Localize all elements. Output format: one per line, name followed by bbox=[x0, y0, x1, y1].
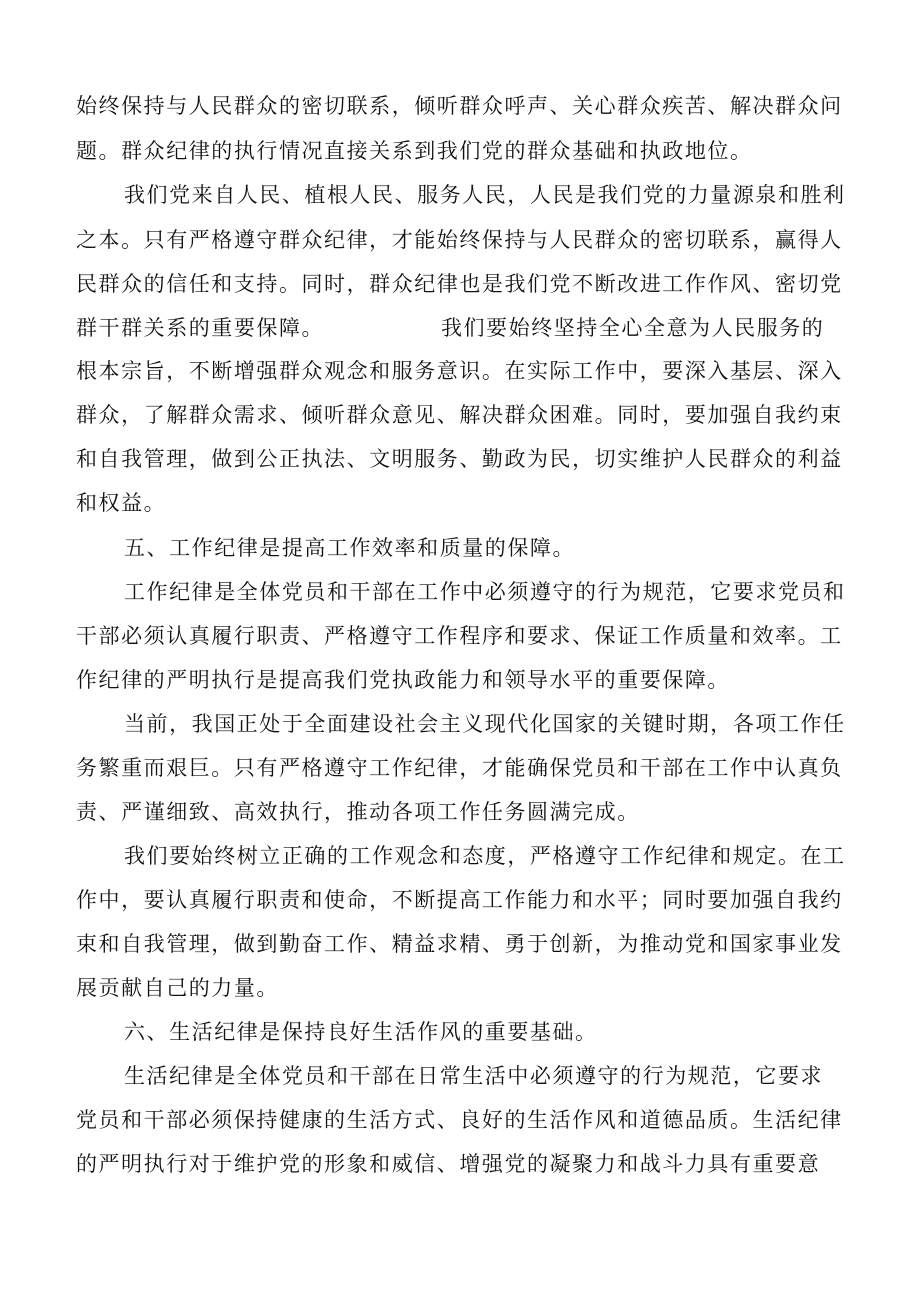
text-line: 作中，要认真履行职责和使命，不断提高工作能力和水平；同时要加强自我约 bbox=[76, 888, 843, 912]
text-line: 和权益。 bbox=[76, 491, 167, 515]
text-line: 束和自我管理，做到勤奋工作、精益求精、勇于创新，为推动党和国家事业发 bbox=[76, 932, 843, 956]
section-heading: 五、工作纪律是提高工作效率和质量的保障。 bbox=[124, 536, 575, 560]
paragraph-start-line: 生活纪律是全体党员和干部在日常生活中必须遵守的行为规范，它要求 bbox=[124, 1064, 824, 1088]
text-line: 根本宗旨，不断增强群众观念和服务意识。在实际工作中，要深入基层、深入 bbox=[76, 359, 843, 383]
section-heading: 六、生活纪律是保持良好生活作风的重要基础。 bbox=[124, 1020, 598, 1044]
paragraph-start-line: 我们党来自人民、植根人民、服务人民，人民是我们党的力量源泉和胜利 bbox=[124, 183, 846, 207]
text-line: 务繁重而艰巨。只有严格遵守工作纪律，才能确保党员和干部在工作中认真负 bbox=[76, 756, 843, 780]
text-line: 始终保持与人民群众的密切联系，倾听群众呼声、关心群众疾苦、解决群众问 bbox=[76, 94, 843, 118]
text-line: 干部必须认真履行职责、严格遵守工作程序和要求、保证工作质量和效率。工 bbox=[76, 624, 843, 648]
text-line: 群众，了解群众需求、倾听群众意见、解决群众困难。同时，要加强自我约束 bbox=[76, 403, 843, 427]
paragraph-start-line: 我们要始终树立正确的工作观念和态度，严格遵守工作纪律和规定。在工 bbox=[124, 844, 846, 868]
text-line: 的严明执行对于维护党的形象和威信、增强党的凝聚力和战斗力具有重要意 bbox=[76, 1152, 821, 1176]
text-line-continuation: 我们要始终坚持全心全意为人民服务的 bbox=[441, 316, 825, 340]
text-line: 党员和干部必须保持健康的生活方式、良好的生活作风和道德品质。生活纪律 bbox=[76, 1108, 843, 1132]
text-line: 责、严谨细致、高效执行，推动各项工作任务圆满完成。 bbox=[76, 800, 640, 824]
text-line: 群干群关系的重要保障。 bbox=[76, 316, 325, 340]
text-line: 展贡献自己的力量。 bbox=[76, 976, 279, 1000]
paragraph-start-line: 工作纪律是全体党员和干部在工作中必须遵守的行为规范，它要求党员和 bbox=[124, 580, 846, 604]
paragraph-start-line: 当前，我国正处于全面建设社会主义现代化国家的关键时期，各项工作任 bbox=[124, 712, 846, 736]
text-line: 题。群众纪律的执行情况直接关系到我们党的群众基础和执政地位。 bbox=[76, 139, 753, 163]
text-line: 作纪律的严明执行是提高我们党执政能力和领导水平的重要保障。 bbox=[76, 668, 730, 692]
text-line: 和自我管理，做到公正执法、文明服务、勤政为民，切实维护人民群众的利益 bbox=[76, 447, 843, 471]
text-line: 民群众的信任和支持。同时，群众纪律也是我们党不断改进工作作风、密切党 bbox=[76, 272, 843, 296]
text-line: 之本。只有严格遵守群众纪律，才能始终保持与人民群众的密切联系，赢得人 bbox=[76, 228, 843, 252]
